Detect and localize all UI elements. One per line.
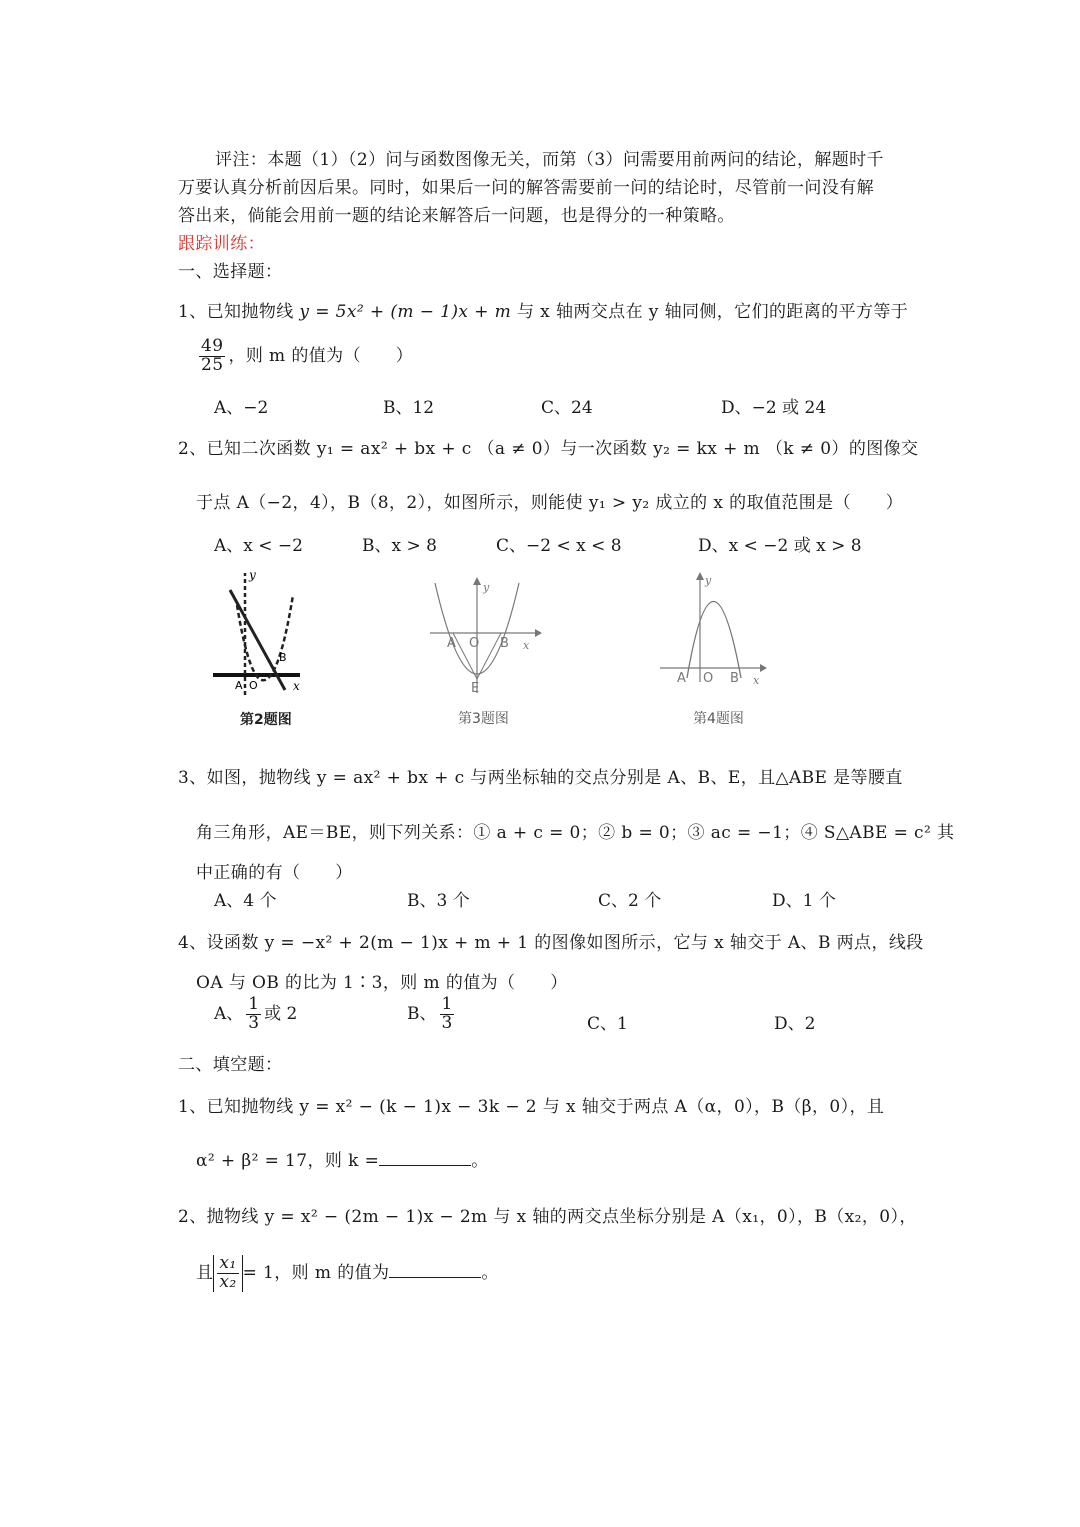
q4-option-a: [214, 996, 297, 1033]
fig2-x-arrow: [535, 629, 542, 637]
fig1-label-y: y: [249, 568, 256, 582]
fig1-label-a: A: [235, 679, 243, 692]
q4-option-b-num: 1: [441, 994, 453, 1014]
f1-end: 。: [471, 1151, 489, 1171]
q4-option-a-fraction: [246, 996, 261, 1033]
q2-option-d: D、x < −2 或 x > 8: [698, 536, 862, 556]
q3-line-3: 中正确的有（ ）: [196, 863, 353, 883]
figure-q2: [205, 565, 315, 705]
q1-option-c: C、24: [541, 398, 593, 418]
section-2-title: 二、填空题：: [178, 1055, 283, 1075]
q1-suffix: 与 x 轴两交点在 y 轴同侧，它们的距离的平方等于: [511, 302, 909, 322]
q1-option-a: A、−2: [214, 398, 269, 418]
q4-option-b: [407, 996, 457, 1033]
q1-frac-num: 49: [201, 336, 224, 356]
q4-line-2: OA 与 OB 的比为 1∶3，则 m 的值为（ ）: [196, 973, 568, 993]
fig2-label-a: A: [447, 636, 456, 651]
fig2-label-o: O: [469, 636, 480, 651]
q4-option-a-num: 1: [248, 994, 260, 1014]
figure-q2-caption: 第2题图: [240, 712, 292, 728]
fig3-parabola: [687, 602, 741, 679]
f2-middle: = 1，则 m 的值为: [242, 1262, 390, 1283]
fig2-y-arrow: [473, 577, 481, 585]
fig2-label-e: E: [471, 681, 480, 696]
q2-option-b: B、x > 8: [362, 536, 437, 556]
q1-option-d: D、−2 或 24: [721, 398, 827, 418]
f2-line-2: [196, 1255, 499, 1292]
section-1-title: 一、选择题：: [178, 262, 283, 282]
q1-line-2-text: ，则 m 的值为（ ）: [228, 345, 414, 366]
f1-line-2: [196, 1146, 489, 1171]
q4-option-a-den: 3: [248, 1012, 260, 1033]
q4-option-b-prefix: B、: [407, 1003, 437, 1024]
fig2-label-x: x: [523, 639, 530, 652]
fig2-label-y: y: [483, 581, 490, 594]
f2-answer-blank[interactable]: [389, 1277, 481, 1278]
f1-answer-blank[interactable]: [379, 1165, 471, 1166]
q3-line-2: 角三角形，AE＝BE，则下列关系：① a + c = 0；② b = 0；③ ac = −1；④ S△ABE = c² 其: [196, 823, 955, 843]
fig2-segment-be: [477, 633, 501, 679]
q3-option-d: D、1 个: [772, 891, 836, 911]
q1-option-b: B、12: [383, 398, 435, 418]
q1-line-2: [196, 338, 413, 375]
fig2-label-b: B: [500, 636, 509, 651]
q1-equation: y = 5x² + (m − 1)x + m: [299, 302, 512, 322]
fig3-label-y: y: [705, 574, 712, 587]
q2-line-1: 2、已知二次函数 y₁ = ax² + bx + c （a ≠ 0）与一次函数 y₂ = kx + m （k ≠ 0）的图像交: [178, 439, 919, 459]
fig3-label-b: B: [730, 671, 739, 686]
figure-q3: [425, 575, 545, 700]
q4-option-a-suffix: 或 2: [264, 1003, 298, 1024]
f2-abs-ratio: [213, 1255, 242, 1292]
f2-ratio-num: x₁: [219, 1253, 237, 1273]
q4-option-b-fraction: [440, 996, 455, 1033]
fig3-label-a: A: [677, 671, 686, 686]
q1-prefix: 1、已知抛物线: [178, 302, 300, 322]
q4-option-a-prefix: A、: [214, 1003, 244, 1024]
fig1-label-o: O: [249, 679, 258, 692]
q3-option-a: A、4 个: [214, 891, 277, 911]
fig3-x-arrow: [760, 664, 767, 672]
q3-line-1: 3、如图，抛物线 y = ax² + bx + c 与两坐标轴的交点分别是 A、B、E，且△ABE 是等腰直: [178, 768, 903, 788]
q4-option-b-den: 3: [441, 1012, 453, 1033]
f2-end: 。: [481, 1262, 499, 1283]
q1-fraction: [199, 338, 225, 375]
q4-option-d: D、2: [774, 1014, 816, 1034]
q4-option-c: C、1: [587, 1014, 628, 1034]
f1-line-2-text: α² + β² = 17，则 k =: [196, 1151, 380, 1171]
q2-option-c: C、−2 < x < 8: [496, 536, 622, 556]
comment-line-3: 答出来，倘能会用前一题的结论来解答后一问题，也是得分的一种策略。: [178, 206, 735, 226]
fig3-y-arrow: [696, 572, 704, 580]
fig1-label-x: x: [293, 679, 300, 693]
figure-q4-caption: 第4题图: [693, 711, 744, 727]
q2-option-a: A、x < −2: [214, 536, 303, 556]
training-title: 跟踪训练：: [178, 234, 265, 254]
figure-q3-caption: 第3题图: [458, 711, 509, 727]
f2-ratio-fraction: [217, 1255, 238, 1292]
f1-line-1: 1、已知抛物线 y = x² − (k − 1)x − 3k − 2 与 x 轴交于两点 A（α，0），B（β，0），且: [178, 1097, 885, 1117]
q3-option-b: B、3 个: [407, 891, 470, 911]
fig1-label-b: B: [279, 651, 287, 664]
figure-q4: [655, 570, 775, 695]
comment-line-2: 万要认真分析前因后果。同时，如果后一问的解答需要前一问的结论时，尽管前一问没有解: [178, 178, 874, 198]
f2-line-1: 2、抛物线 y = x² − (2m − 1)x − 2m 与 x 轴的两交点坐标分别是 A（x₁，0），B（x₂，0），: [178, 1207, 917, 1227]
f2-prefix: 且: [196, 1262, 214, 1283]
q1-line-1: [178, 297, 908, 322]
comment-line-1: 评注：本题（1）（2）问与函数图像无关，而第（3）问需要用前两问的结论，解题时千: [215, 150, 884, 170]
q2-line-2: 于点 A（−2，4），B（8，2），如图所示，则能使 y₁ > y₂ 成立的 x 的取值范围是（ ）: [196, 493, 904, 513]
q4-line-1: 4、设函数 y = −x² + 2(m − 1)x + m + 1 的图像如图所示，它与 x 轴交于 A、B 两点，线段: [178, 933, 924, 953]
f2-ratio-den: x₂: [219, 1271, 237, 1292]
fig3-label-o: O: [703, 671, 714, 686]
q1-frac-den: 25: [201, 354, 224, 375]
fig3-label-x: x: [753, 674, 760, 687]
q3-option-c: C、2 个: [598, 891, 662, 911]
